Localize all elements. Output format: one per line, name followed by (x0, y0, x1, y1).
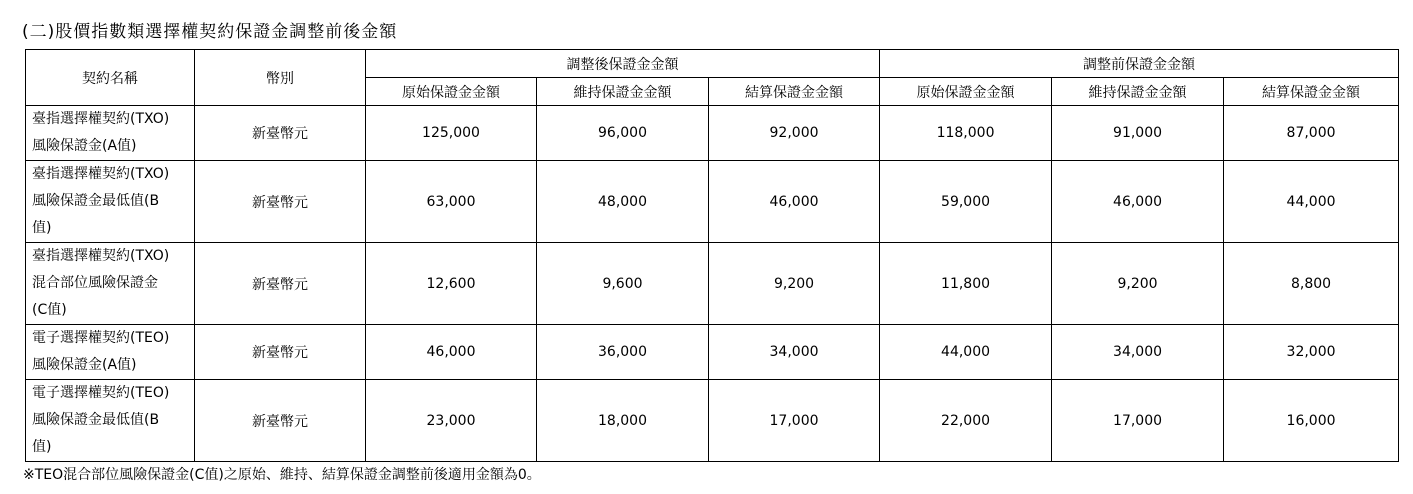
table-row (26, 325, 1399, 380)
header-before-adjustment: 調整前保證金金額 (880, 50, 1399, 78)
after-settlement-cell: 46,000 (709, 161, 880, 243)
currency-cell: 新臺幣元 (195, 161, 366, 243)
header-after-initial: 原始保證金金額 (366, 78, 537, 106)
footnote: ※TEO混合部位風險保證金(C值)之原始、維持、結算保證金調整前後適用金額為0。 (23, 467, 541, 483)
table-row (26, 243, 1399, 325)
page-title: (二)股價指數類選擇權契約保證金調整前後金額 (22, 22, 398, 42)
currency-cell: 新臺幣元 (195, 106, 366, 161)
contract-name-cell: 臺指選擇權契約(TXO) 風險保證金(A值) (26, 106, 195, 161)
header-after-adjustment: 調整後保證金金額 (366, 50, 880, 78)
after-settlement-cell: 34,000 (709, 325, 880, 380)
after-maintenance-cell: 48,000 (537, 161, 709, 243)
table-row (26, 106, 1399, 161)
before-settlement-cell: 8,800 (1224, 243, 1399, 325)
header-contract-name: 契約名稱 (26, 50, 195, 106)
before-initial-cell: 44,000 (880, 325, 1052, 380)
before-initial-cell: 118,000 (880, 106, 1052, 161)
after-initial-cell: 46,000 (366, 325, 537, 380)
header-row (26, 50, 1399, 78)
contract-name-cell: 臺指選擇權契約(TXO) 混合部位風險保證金 (C值) (26, 243, 195, 325)
after-settlement-cell: 9,200 (709, 243, 880, 325)
contract-name-cell: 臺指選擇權契約(TXO) 風險保證金最低值(B 值) (26, 161, 195, 243)
currency-cell: 新臺幣元 (195, 380, 366, 462)
before-initial-cell: 59,000 (880, 161, 1052, 243)
margin-table (25, 49, 1399, 462)
before-initial-cell: 22,000 (880, 380, 1052, 462)
after-settlement-cell: 92,000 (709, 106, 880, 161)
header-currency: 幣別 (195, 50, 366, 106)
after-initial-cell: 12,600 (366, 243, 537, 325)
before-settlement-cell: 87,000 (1224, 106, 1399, 161)
header-after-settlement: 結算保證金金額 (709, 78, 880, 106)
after-initial-cell: 23,000 (366, 380, 537, 462)
contract-name-cell: 電子選擇權契約(TEO) 風險保證金(A值) (26, 325, 195, 380)
contract-name-cell: 電子選擇權契約(TEO) 風險保證金最低值(B 值) (26, 380, 195, 462)
header-before-initial: 原始保證金金額 (880, 78, 1052, 106)
header-before-maintenance: 維持保證金金額 (1052, 78, 1224, 106)
before-settlement-cell: 44,000 (1224, 161, 1399, 243)
header-before-settlement: 結算保證金金額 (1224, 78, 1399, 106)
before-maintenance-cell: 9,200 (1052, 243, 1224, 325)
table-row (26, 380, 1399, 462)
before-maintenance-cell: 34,000 (1052, 325, 1224, 380)
currency-cell: 新臺幣元 (195, 243, 366, 325)
table-row (26, 161, 1399, 243)
before-settlement-cell: 16,000 (1224, 380, 1399, 462)
after-maintenance-cell: 9,600 (537, 243, 709, 325)
currency-cell: 新臺幣元 (195, 325, 366, 380)
after-initial-cell: 63,000 (366, 161, 537, 243)
before-maintenance-cell: 91,000 (1052, 106, 1224, 161)
before-maintenance-cell: 46,000 (1052, 161, 1224, 243)
after-maintenance-cell: 18,000 (537, 380, 709, 462)
header-after-maintenance: 維持保證金金額 (537, 78, 709, 106)
after-maintenance-cell: 96,000 (537, 106, 709, 161)
after-settlement-cell: 17,000 (709, 380, 880, 462)
before-settlement-cell: 32,000 (1224, 325, 1399, 380)
before-initial-cell: 11,800 (880, 243, 1052, 325)
before-maintenance-cell: 17,000 (1052, 380, 1224, 462)
after-maintenance-cell: 36,000 (537, 325, 709, 380)
after-initial-cell: 125,000 (366, 106, 537, 161)
